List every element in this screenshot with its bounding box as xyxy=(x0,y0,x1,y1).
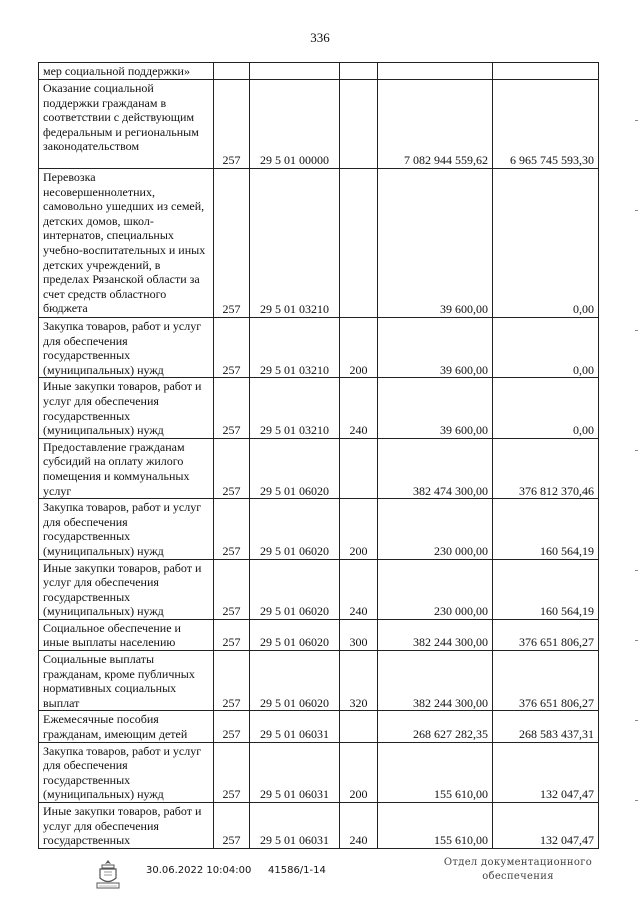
row-amount2: 160 564,19 xyxy=(493,559,599,619)
row-amount1: 39 600,00 xyxy=(378,169,493,318)
table-row xyxy=(39,742,599,802)
row-name: Иные закупки товаров, работ и услуг для обеспечения государственных (муниципальных) нужд xyxy=(39,559,214,619)
row-csr: 29 5 01 03210 xyxy=(250,169,340,318)
row-amount1: 7 082 944 559,62 xyxy=(378,80,493,169)
row-name: Иные закупки товаров, работ и услуг для обеспечения государственных (муниципальных) нужд xyxy=(39,378,214,438)
row-vr xyxy=(340,438,378,498)
row-amount1: 155 610,00 xyxy=(378,742,493,802)
row-name: Оказание социальной поддержки гражданам в соответствии с действующим федеральным и региональным законодательством xyxy=(39,80,214,169)
row-vr xyxy=(340,80,378,169)
row-amount1: 39 600,00 xyxy=(378,378,493,438)
row-amount2: 376 651 806,27 xyxy=(493,651,599,711)
row-csr: 29 5 01 06020 xyxy=(250,619,340,650)
table-row xyxy=(39,169,599,318)
row-name: Ежемесячные пособия гражданам, имеющим детей xyxy=(39,711,214,742)
row-amount1: 268 627 282,35 xyxy=(378,711,493,742)
row-code: 257 xyxy=(214,742,250,802)
row-csr: 29 5 01 06020 xyxy=(250,651,340,711)
row-amount2: 0,00 xyxy=(493,318,599,378)
table-row xyxy=(39,499,599,559)
row-amount1: 230 000,00 xyxy=(378,499,493,559)
row-amount2: 0,00 xyxy=(493,378,599,438)
row-csr: 29 5 01 06020 xyxy=(250,438,340,498)
row-csr: 29 5 01 06031 xyxy=(250,742,340,802)
row-amount2: 268 583 437,31 xyxy=(493,711,599,742)
row-name: Перевозка несовершеннолетних, самовольно ушедших из семей, детских домов, школ-интернатов, специальных учебно-воспитательных и иных детских учреждений, в пределах Рязанской области за счет средств областного бюджета xyxy=(39,169,214,318)
row-code: 257 xyxy=(214,619,250,650)
row-vr: 240 xyxy=(340,803,378,849)
row-code: 257 xyxy=(214,803,250,849)
row-vr xyxy=(340,711,378,742)
row-csr: 29 5 01 06020 xyxy=(250,499,340,559)
table-row xyxy=(39,619,599,650)
row-code: 257 xyxy=(214,438,250,498)
row-vr: 320 xyxy=(340,651,378,711)
stamp-line-2: обеспечения xyxy=(482,871,554,882)
stamp-line-1: Отдел документационного xyxy=(443,857,593,868)
table-row xyxy=(39,803,599,849)
row-csr: 29 5 01 03210 xyxy=(250,378,340,438)
document-timestamp: 30.06.2022 10:04:00 xyxy=(146,865,252,876)
row-amount2: 6 965 745 593,30 xyxy=(493,80,599,169)
row-amount1: 382 474 300,00 xyxy=(378,438,493,498)
row-code xyxy=(214,63,250,80)
row-code: 257 xyxy=(214,651,250,711)
scan-edge-marks xyxy=(634,120,638,820)
row-name: Социальные выплаты гражданам, кроме публичных нормативных социальных выплат xyxy=(39,651,214,711)
row-csr: 29 5 01 06031 xyxy=(250,711,340,742)
row-amount1: 382 244 300,00 xyxy=(378,619,493,650)
table-row xyxy=(39,318,599,378)
row-name: мер социальной поддержки» xyxy=(39,63,214,80)
table-row xyxy=(39,378,599,438)
row-vr: 240 xyxy=(340,559,378,619)
row-vr xyxy=(340,63,378,80)
table-row xyxy=(39,711,599,742)
row-csr: 29 5 01 06031 xyxy=(250,803,340,849)
row-code: 257 xyxy=(214,499,250,559)
row-vr: 200 xyxy=(340,499,378,559)
row-code: 257 xyxy=(214,378,250,438)
row-amount2: 160 564,19 xyxy=(493,499,599,559)
page-footer xyxy=(0,856,640,896)
row-amount2: 132 047,47 xyxy=(493,803,599,849)
row-amount1: 382 244 300,00 xyxy=(378,651,493,711)
row-amount2: 376 651 806,27 xyxy=(493,619,599,650)
table-row xyxy=(39,438,599,498)
row-code: 257 xyxy=(214,80,250,169)
table-row xyxy=(39,80,599,169)
row-name: Предоставление гражданам субсидий на оплату жилого помещения и коммунальных услуг xyxy=(39,438,214,498)
row-code: 257 xyxy=(214,711,250,742)
row-name: Социальное обеспечение и иные выплаты населению xyxy=(39,619,214,650)
row-amount1: 155 610,00 xyxy=(378,803,493,849)
row-csr: 29 5 01 00000 xyxy=(250,80,340,169)
table-row xyxy=(39,63,599,80)
document-number: 41586/1-14 xyxy=(268,865,326,876)
row-code: 257 xyxy=(214,169,250,318)
row-vr xyxy=(340,169,378,318)
row-vr: 200 xyxy=(340,318,378,378)
table-row xyxy=(39,651,599,711)
row-vr: 240 xyxy=(340,378,378,438)
row-name: Закупка товаров, работ и услуг для обеспечения государственных (муниципальных) нужд xyxy=(39,499,214,559)
row-name: Иные закупки товаров, работ и услуг для обеспечения государственных xyxy=(39,803,214,849)
row-code: 257 xyxy=(214,318,250,378)
row-amount1 xyxy=(378,63,493,80)
row-amount2: 376 812 370,46 xyxy=(493,438,599,498)
department-stamp xyxy=(443,856,593,884)
row-name: Закупка товаров, работ и услуг для обеспечения государственных (муниципальных) нужд xyxy=(39,318,214,378)
row-code: 257 xyxy=(214,559,250,619)
row-csr: 29 5 01 06020 xyxy=(250,559,340,619)
row-amount2: 132 047,47 xyxy=(493,742,599,802)
table-row xyxy=(39,559,599,619)
row-name: Закупка товаров, работ и услуг для обеспечения государственных (муниципальных) нужд xyxy=(39,742,214,802)
row-amount1: 39 600,00 xyxy=(378,318,493,378)
page-number: 336 xyxy=(310,30,330,45)
row-vr: 200 xyxy=(340,742,378,802)
row-amount1: 230 000,00 xyxy=(378,559,493,619)
row-amount2: 0,00 xyxy=(493,169,599,318)
budget-table xyxy=(38,62,599,849)
row-csr: 29 5 01 03210 xyxy=(250,318,340,378)
row-amount2 xyxy=(493,63,599,80)
coat-of-arms-icon xyxy=(93,858,123,890)
row-vr: 300 xyxy=(340,619,378,650)
row-csr xyxy=(250,63,340,80)
